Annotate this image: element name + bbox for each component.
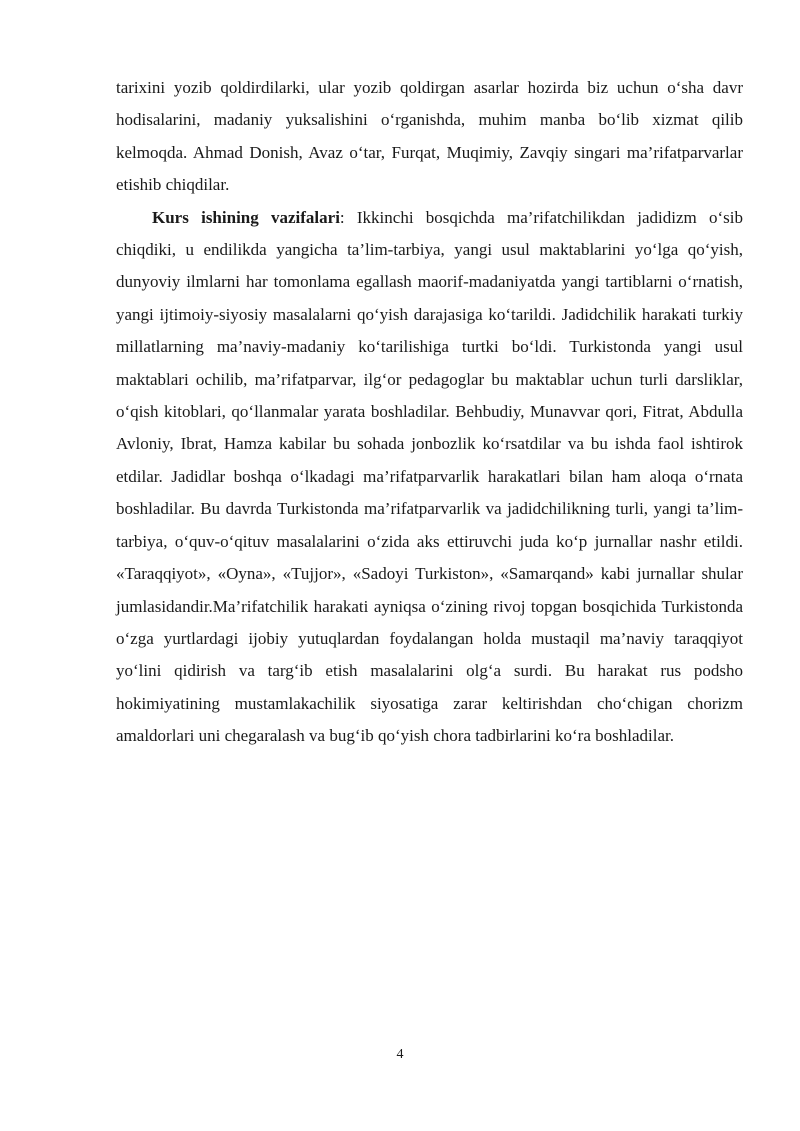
- paragraph-continuation: tarixini yozib qoldirdilarki, ular yozib qoldirgan asarlar hozirda biz uchun o‘sha davr hodisalarini, madaniy yuksalishini o‘rganishda, muhim manba bo‘lib xizmat qilib kelmoqda. Ahmad Donish, Avaz o‘tar, Furqat, Muqimiy, Zavqiy singari ma’rifatparvarlar etishib chiqdilar.: [116, 78, 743, 195]
- paragraph-tasks-text: : Ikkinchi bosqichda ma’rifatchilikdan jadidizm o‘sib chiqdiki, u endilikda yangicha ta’lim-tarbiya, yangi usul maktablarini yo‘lga qo‘yish, dunyoviy ilmlarni har tomonlama egallash maorif-madaniyatda yangi tartiblarni o‘rnatish, yangi ijtimoiy-siyosiy masalalarni qo‘yish darajasiga ko‘tarildi. Jadidchilik harakati turkiy millatlarning ma’naviy-madaniy ko‘tarilishiga turtki bo‘ldi. Turkistonda yangi usul maktablari ochilib, ma’rifatparvar, ilg‘or pedagoglar bu maktablar uchun turli darsliklar, o‘qish kitoblari, qo‘llanmalar yarata boshladilar. Behbudiy, Munavvar qori, Fitrat, Abdulla Avloniy, Ibrat, Hamza kabilar bu sohada jonbozlik ko‘rsatdilar va bu ishda faol ishtirok etdilar. Jadidlar boshqa o‘lkadagi ma’rifatparvarlik harakatlari bilan ham aloqa o‘rnata boshladilar. Bu davrda Turkistonda ma’rifatparvarlik va jadidchilikning turli, yangi ta’lim-tarbiya, o‘quv-o‘qituv masalalarini o‘zida aks ettiruvchi juda ko‘p jurnallar nashr etildi. «Taraqqiyot», «Oyna», «Tujjor», «Sadoyi Turkiston», «Samarqand» kabi jurnallar shular jumlasidandir.Ma’rifatchilik harakati ayniqsa o‘zining rivoj topgan bosqichida Turkistonda o‘zga yurtlardagi ijobiy yutuqlardan foydalangan holda mustaqil ma’naviy taraqqiyot yo‘lini qidirish va targ‘ib etish masalalarini olg‘a surdi. Bu harakat rus podsho hokimiyatining mustamlakachilik siyosatiga zarar keltirishdan cho‘chigan chorizm amaldorlari uni chegaralash va bug‘ib qo‘yish chora tadbirlarini ko‘ra boshladilar.: [116, 207, 743, 746]
- paragraph-lead-heading: Kurs ishining vazifalari: [152, 207, 340, 227]
- paragraph-tasks: [116, 202, 743, 753]
- document-body: [116, 72, 743, 753]
- page-number: 4: [396, 1047, 404, 1062]
